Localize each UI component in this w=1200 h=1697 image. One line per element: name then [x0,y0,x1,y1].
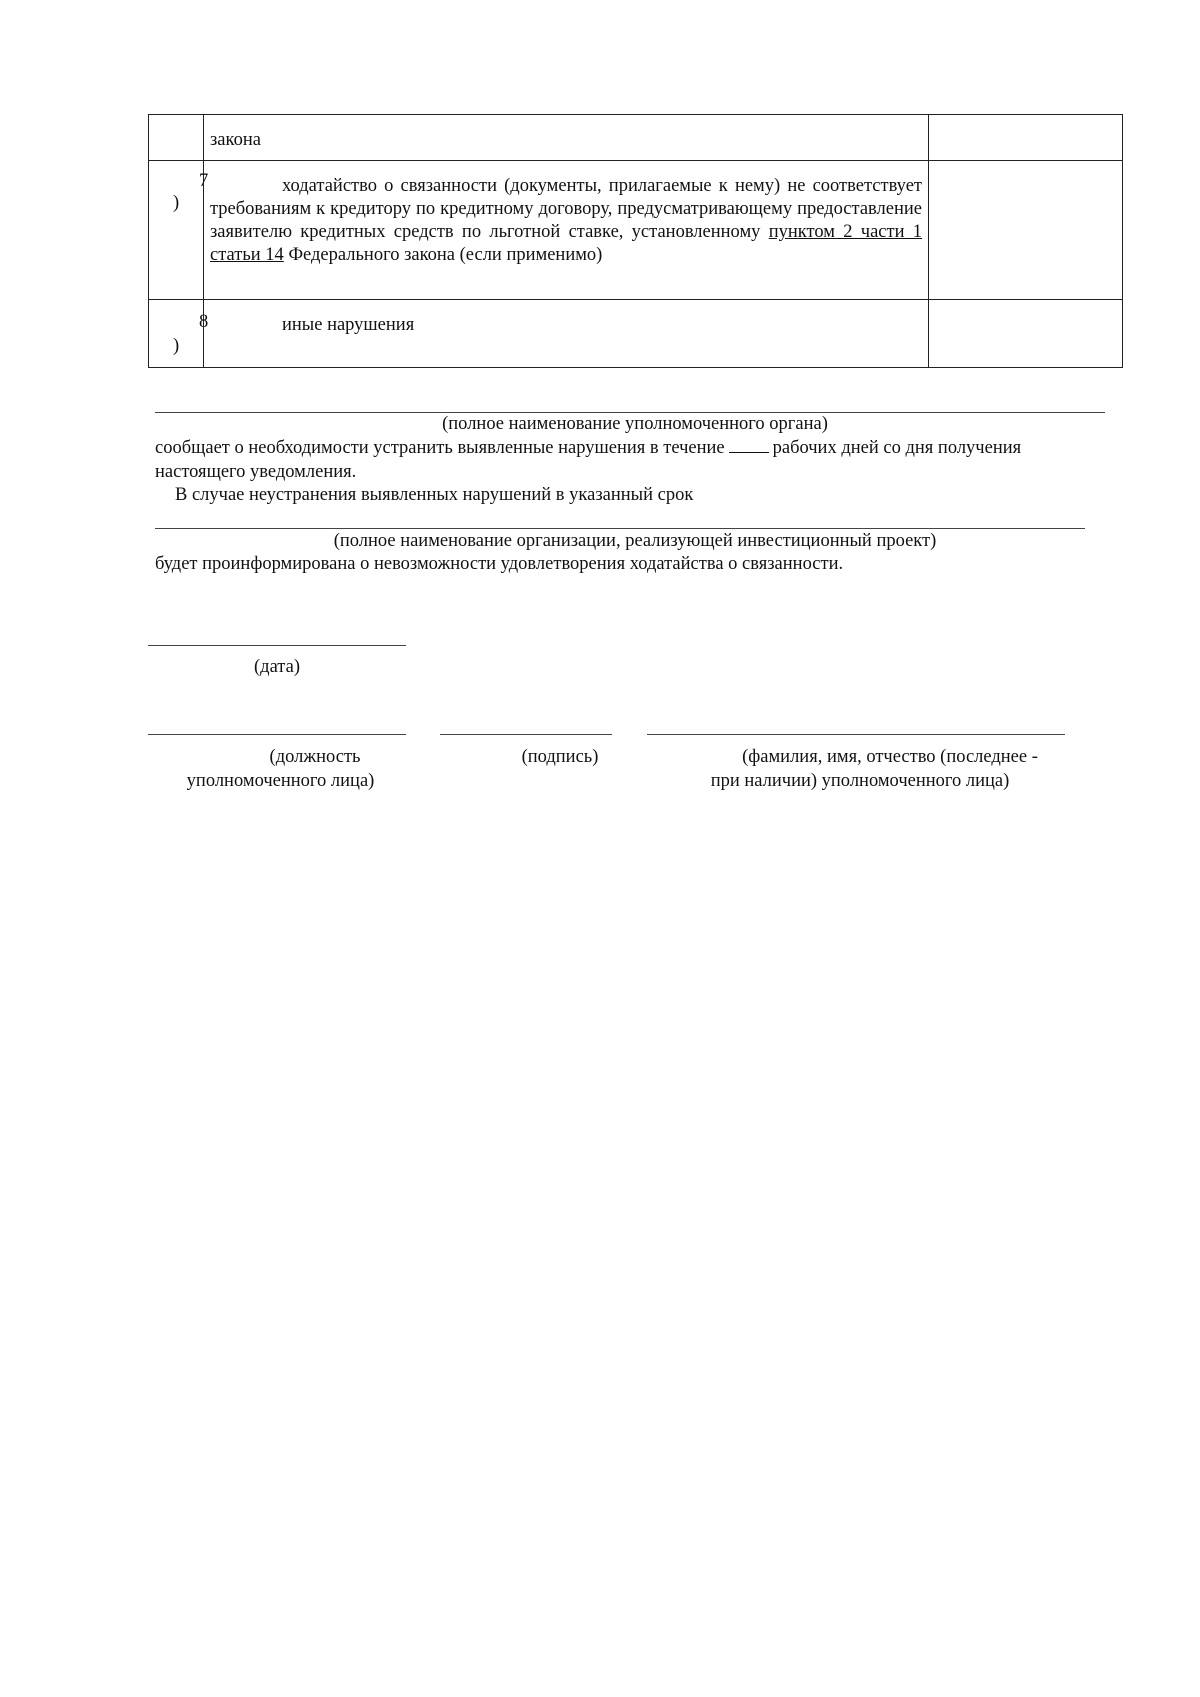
row-number: 8 [199,312,209,332]
full-name-caption-1: (фамилия, имя, отчество (последнее - [742,747,1038,767]
position-caption-1: (должность [269,747,361,767]
organ-caption: (полное наименование уполномоченного органа) [442,414,828,434]
organization-name-line [155,528,1085,529]
table-row [149,115,1123,161]
row-mark-cell [929,161,1123,300]
row-text: ходатайство о связанности (документы, прилагаемые к нему) не соответствует требованиям к кредитору по кредитному договору, предусматривающему предоставление заявителю кредитных средств по льготной ставке, установленному [210,176,922,242]
row-text-end: Федерального закона (если применимо) [283,245,603,265]
organ-name-line [155,412,1105,413]
row-number-paren: ) [173,193,180,213]
notice-line-2: настоящего уведомления. [155,462,357,482]
notice-text-b: рабочих дней со дня получения [772,438,1022,458]
row-text-cell [204,115,929,161]
organization-caption: (полное наименование организации, реализующей инвестиционный проект) [333,531,937,551]
notice-text-a: сообщает о необходимости устранить выявленные нарушения в течение [155,438,725,458]
date-caption: (дата) [254,657,300,677]
table-row [149,161,1123,300]
full-name-line [647,734,1065,735]
row-number: 7 [199,171,209,191]
notice-line-3: В случае неустранения выявленных нарушений в указанный срок [175,485,694,505]
position-line [148,734,406,735]
row-number-cell [149,300,209,368]
table-row [149,300,1123,368]
row-number-paren: ) [173,336,180,356]
row-mark-cell [929,300,1123,368]
signature-line [440,734,612,735]
row-number-cell [149,115,204,161]
row-text: иные нарушения [282,315,415,335]
notice-line-1 [155,438,1113,459]
position-caption-2: уполномоченного лица) [186,771,375,791]
row-number-cell [149,161,209,300]
date-line [148,645,406,646]
notice-line-4: будет проинформирована о невозможности удовлетворения ходатайства о связанности. [155,554,844,574]
signature-caption: (подпись) [521,747,599,767]
row-text-cell [204,300,929,368]
row-text-cell [204,161,929,300]
law-reference-link[interactable]: пунктом 2 части 1 статьи 14 [210,222,923,265]
days-blank [729,438,769,453]
row-text: закона [210,130,261,150]
violations-table [148,114,1123,368]
full-name-caption-2: при наличии) уполномоченного лица) [710,771,1010,791]
row-mark-cell [929,115,1123,161]
